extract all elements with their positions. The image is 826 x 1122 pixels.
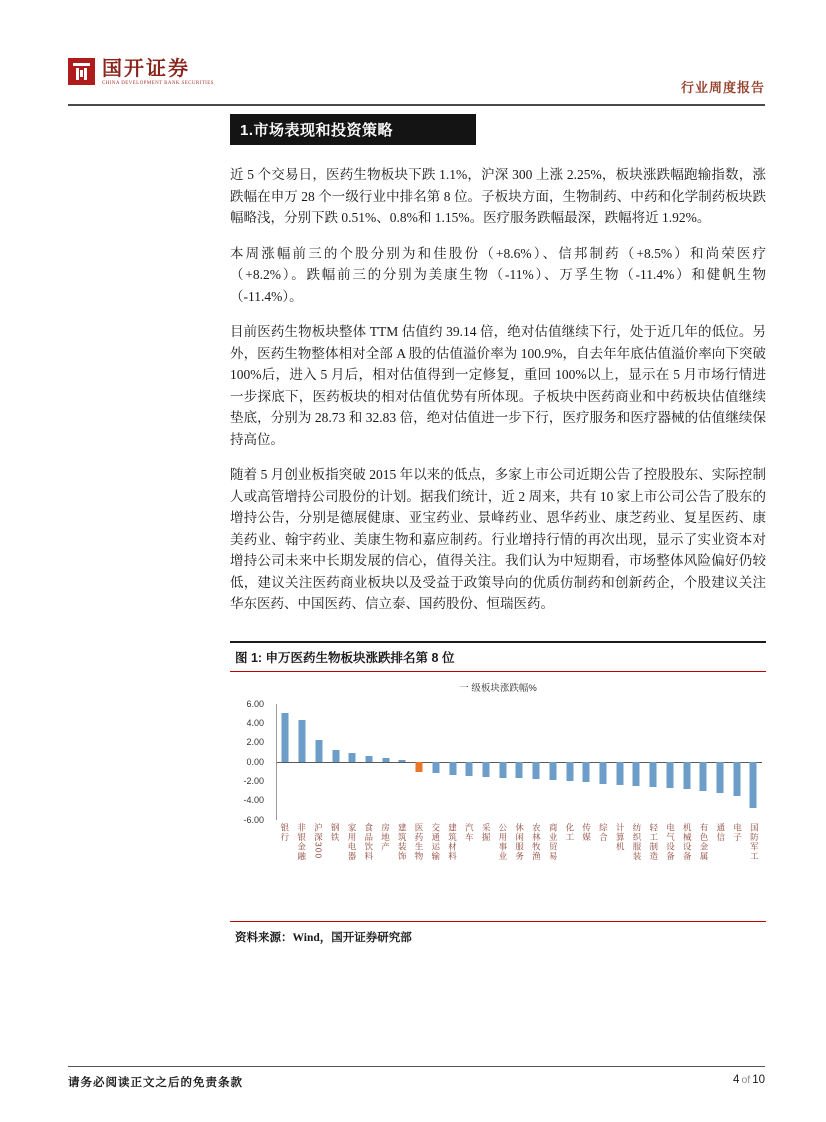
footer-divider (68, 1066, 765, 1067)
bar-交通运输 (432, 762, 439, 774)
y-tick-label: 4.00 (246, 717, 264, 728)
x-label-slot (427, 823, 444, 917)
x-label-slot (695, 823, 712, 917)
bar-建筑装饰 (399, 760, 406, 761)
main-content (230, 114, 766, 947)
bar-slot (511, 704, 528, 820)
page-separator: of (741, 1074, 751, 1086)
bar-slot (561, 704, 578, 820)
industry-bar-chart (230, 680, 766, 922)
x-label-slot (343, 823, 360, 917)
x-label-房地产: 房地产 (380, 822, 391, 851)
bar-slot (461, 704, 478, 820)
bar-沪深300 (315, 740, 322, 762)
bar-综合 (600, 762, 607, 784)
bar-国防军工 (750, 762, 757, 808)
x-label-汽车: 汽车 (464, 822, 475, 842)
x-label-slot (511, 823, 528, 917)
report-type-label: 行业周度报告 (680, 80, 765, 95)
bar-轻工制造 (650, 762, 657, 787)
x-label-纺织服装: 纺织服装 (631, 822, 642, 861)
x-label-国防军工: 国防军工 (749, 822, 760, 861)
bar-slot (528, 704, 545, 820)
bar-纺织服装 (633, 762, 640, 786)
bar-slot (728, 704, 745, 820)
x-label-slot (410, 823, 427, 917)
x-label-公用事业: 公用事业 (497, 822, 508, 861)
paragraph-market-performance: 近 5 个交易日，医药生物板块下跌 1.1%，沪深 300 上涨 2.25%，板块涨跌幅跑输指数，涨跌幅在申万 28 个一级行业中排名第 8 位。子板块方面，生物制药、中药和化学制药板块跌幅略浅，分别下跌 0.51%、0.8%和 1.15%。医疗服务跌幅最深，跌幅将近 1.92%。 (230, 167, 766, 225)
x-label-化工: 化工 (564, 822, 575, 842)
bar-slot (662, 704, 679, 820)
x-label-slot (276, 823, 293, 917)
bar-slot (394, 704, 411, 820)
x-label-交通运输: 交通运输 (430, 822, 441, 861)
bar-传媒 (583, 762, 590, 783)
x-label-slot (745, 823, 762, 917)
header-divider (68, 104, 765, 106)
x-label-slot (611, 823, 628, 917)
page-current: 4 (733, 1074, 740, 1086)
bar-食品饮料 (365, 756, 372, 762)
bar-汽车 (466, 762, 473, 776)
x-label-采掘: 采掘 (481, 822, 492, 842)
bar-采掘 (482, 762, 489, 777)
page-total: 10 (752, 1074, 765, 1086)
bar-slot (327, 704, 344, 820)
figure-title: 图 1: 申万医药生物板块涨跌排名第 8 位 (230, 641, 766, 672)
bar-slot (377, 704, 394, 820)
x-label-slot (527, 823, 544, 917)
bar-建筑材料 (449, 762, 456, 775)
y-tick-label: 6.00 (246, 698, 264, 709)
y-tick-label: 0.00 (246, 756, 264, 767)
bar-计算机 (616, 762, 623, 785)
bar-slot (344, 704, 361, 820)
bar-有色金属 (700, 762, 707, 791)
x-label-商业贸易: 商业贸易 (548, 822, 559, 861)
x-label-slot (326, 823, 343, 917)
brand (68, 58, 214, 86)
x-label-通信: 通信 (715, 822, 726, 842)
bar-slot (361, 704, 378, 820)
x-label-slot (393, 823, 410, 917)
x-label-电气设备: 电气设备 (665, 822, 676, 861)
bar-商业贸易 (549, 762, 556, 781)
bar-slot (628, 704, 645, 820)
y-tick-label: -4.00 (243, 795, 264, 806)
bar-非银金融 (299, 720, 306, 762)
x-label-食品饮料: 食品饮料 (363, 822, 374, 861)
x-label-slot (729, 823, 746, 917)
bar-公用事业 (499, 762, 506, 778)
bar-钢铁 (332, 750, 339, 761)
x-label-slot (662, 823, 679, 917)
x-label-休闲服务: 休闲服务 (514, 822, 525, 861)
y-tick-label: -2.00 (243, 775, 264, 786)
bar-slot (411, 704, 428, 820)
chart-plot-area (243, 698, 762, 825)
bar-slot (611, 704, 628, 820)
brand-subtitle: CHINA DEVELOPMENT BANK SECURITIES (102, 81, 214, 86)
bar-slot (427, 704, 444, 820)
bar-通信 (717, 762, 724, 793)
chart-y-axis (230, 698, 268, 825)
x-label-农林牧渔: 农林牧渔 (531, 822, 542, 861)
header (68, 56, 765, 102)
bar-slot (645, 704, 662, 820)
x-label-综合: 综合 (598, 822, 609, 842)
x-label-slot (544, 823, 561, 917)
x-label-建筑装饰: 建筑装饰 (397, 822, 408, 861)
x-label-slot (712, 823, 729, 917)
x-label-家用电器: 家用电器 (346, 822, 357, 861)
bar-医药生物 (416, 762, 423, 773)
bar-slot (712, 704, 729, 820)
x-label-slot (595, 823, 612, 917)
bar-化工 (566, 762, 573, 782)
bar-农林牧渔 (533, 762, 540, 780)
x-label-slot (460, 823, 477, 917)
x-label-slot (477, 823, 494, 917)
x-label-沪深300: 沪深300 (313, 822, 324, 859)
x-label-slot (494, 823, 511, 917)
bar-slot (494, 704, 511, 820)
bar-slot (478, 704, 495, 820)
x-label-slot (678, 823, 695, 917)
bar-电气设备 (666, 762, 673, 788)
x-label-slot (377, 823, 394, 917)
x-label-slot (360, 823, 377, 917)
bar-slot (310, 704, 327, 820)
footer-disclaimer: 请务必阅读正文之后的免责条款 (68, 1077, 243, 1089)
x-label-slot (293, 823, 310, 917)
page-number (733, 1074, 765, 1086)
bar-slot (745, 704, 762, 820)
bar-slot (595, 704, 612, 820)
x-label-建筑材料: 建筑材料 (447, 822, 458, 861)
x-label-电子: 电子 (732, 822, 743, 842)
x-label-slot (645, 823, 662, 917)
x-label-slot (578, 823, 595, 917)
x-label-钢铁: 钢铁 (330, 822, 341, 842)
x-label-slot (444, 823, 461, 917)
x-label-机械设备: 机械设备 (682, 822, 693, 861)
x-label-slot (628, 823, 645, 917)
bar-slot (294, 704, 311, 820)
chart-bars (276, 704, 762, 820)
y-tick-label: -6.00 (243, 814, 264, 825)
paragraph-strategy: 随着 5 月创业板指突破 2015 年以来的低点，多家上市公司近期公告了控股股东、实际控制人或高管增持公司股份的计划。据我们统计，近 2 周来，共有 10 家上市公司公告了股东的增持公告，分别是德展健康、亚宝药业、景峰药业、恩华药业、康芝药业、复星医药、康美药业、翰宇药业、美康生物和嘉应制药。行业增持行情的再次出现，显示了实业资本对增持公司未来中长期发展的信心，值得关注。我们认为中短期看，市场整体风险偏好仍较低，建议关注医药商业板块以及受益于政策导向的优质仿制药和创新药企，个股建议关注华东医药、中国医药、信立泰、国药股份、恒瑞医药。 (230, 467, 766, 611)
x-label-轻工制造: 轻工制造 (648, 822, 659, 861)
bar-slot (678, 704, 695, 820)
bar-房地产 (382, 758, 389, 761)
figure-source-note: 资料来源：Wind，国开证券研究部 (235, 931, 412, 944)
chart-legend: 一 级板块涨跌幅% (459, 682, 537, 694)
brand-name: 国开证券 (102, 58, 190, 80)
paragraph-top-movers: 本周涨幅前三的个股分别为和佳股份（+8.6%）、信邦制药（+8.5%）和尚荣医疗（+8.2%）。跌幅前三的分别为美康生物（-11%）、万孚生物（-11.4%）和健帆生物（-11.4%）。 (230, 245, 766, 304)
figure-1 (230, 641, 766, 947)
y-tick-label: 2.00 (246, 737, 264, 748)
section-title: 1.市场表现和投资策略 (230, 114, 476, 145)
x-label-slot (310, 823, 327, 917)
bar-银行 (282, 713, 289, 761)
bar-slot (444, 704, 461, 820)
x-label-银行: 银行 (279, 822, 290, 842)
x-label-医药生物: 医药生物 (414, 822, 424, 861)
x-label-计算机: 计算机 (615, 822, 626, 851)
x-label-传媒: 传媒 (581, 822, 592, 842)
x-label-非银金融: 非银金融 (296, 822, 307, 861)
bar-休闲服务 (516, 762, 523, 779)
bar-slot (695, 704, 712, 820)
paragraph-valuation: 目前医药生物板块整体 TTM 估值约 39.14 倍，绝对估值继续下行，处于近几年的低位。另外，医药生物整体相对全部 A 股的估值溢价率为 100.9%，自去年年底估值溢价率向下突破 100%后，进入 5 月后，相对估值得到一定修复，重回 100%以上，显示在 5 月市场行情进一步探底下，医药板块的相对估值优势有所体现。子板块中医药商业和中药板块估值继续垫底，分别为 28.73 和 32.83 倍，绝对估值进一步下行，医疗服务和医疗器械的估值继续保持高位。 (230, 324, 766, 447)
chart-x-axis-labels (276, 823, 762, 917)
bar-家用电器 (349, 753, 356, 761)
x-label-有色金属: 有色金属 (699, 822, 710, 861)
brand-logo-icon (68, 58, 95, 85)
bar-slot (545, 704, 562, 820)
bar-slot (277, 704, 294, 820)
x-label-slot (561, 823, 578, 917)
bar-slot (578, 704, 595, 820)
bar-机械设备 (683, 762, 690, 790)
bar-电子 (733, 762, 740, 796)
